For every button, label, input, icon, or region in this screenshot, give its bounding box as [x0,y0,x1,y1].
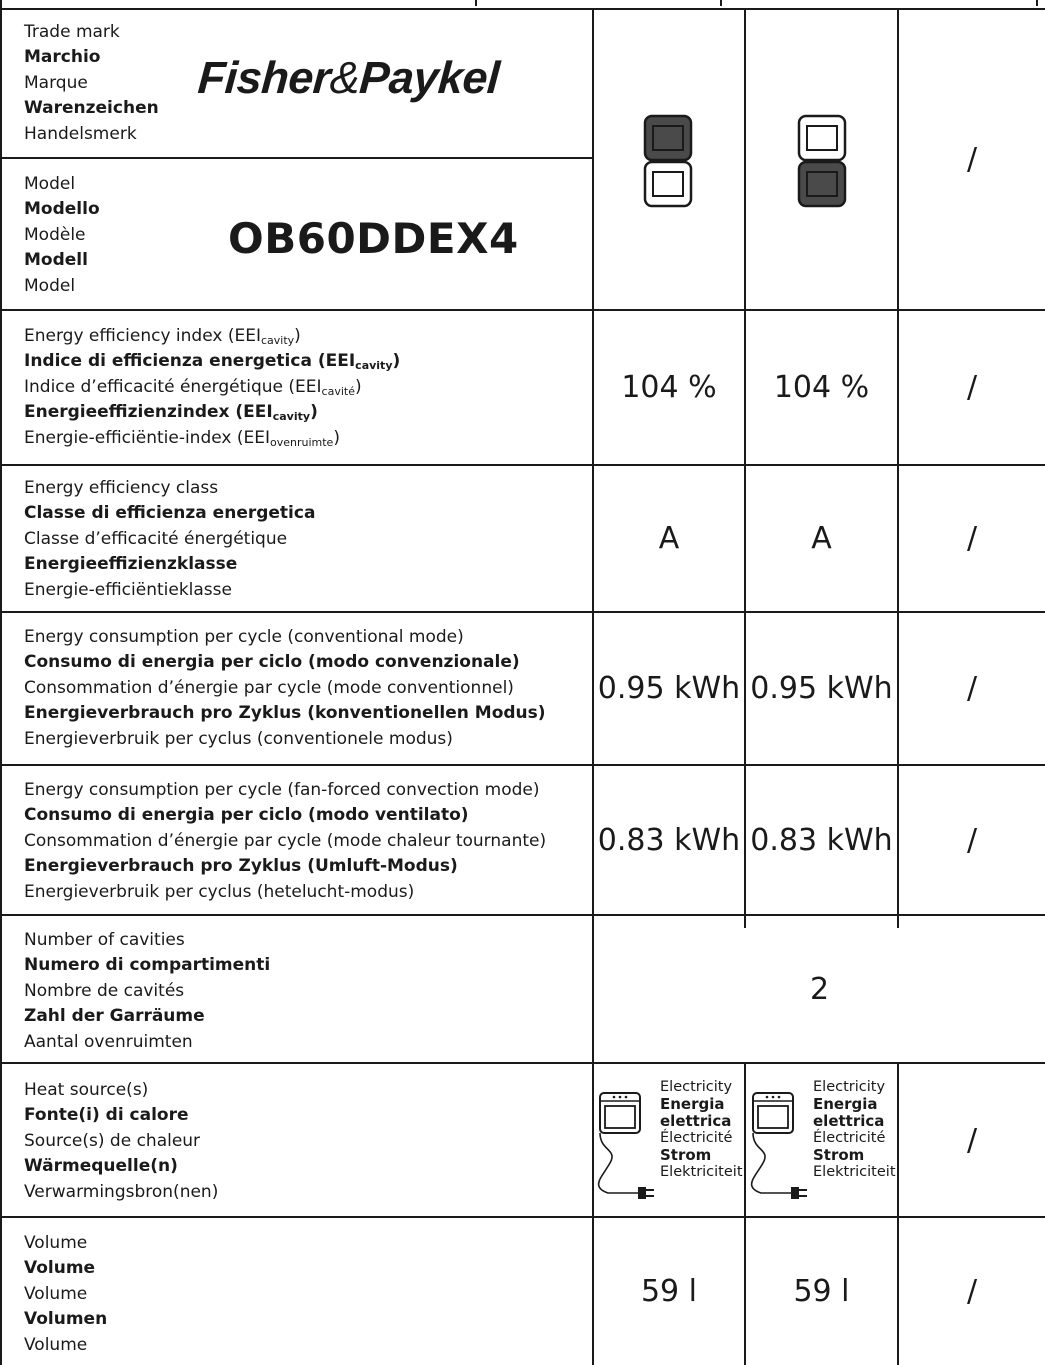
conventional-label-nl: Energieverbruik per cyclus (conventionele modus) [24,728,453,749]
conventional-label-fr: Consommation d’énergie par cycle (mode conventionnel) [24,677,514,698]
class-label-de: Energieeffizienzklasse [24,554,238,575]
trade-mark-label-fr: Marque [24,72,88,93]
cavities-label-fr: Nombre de cavités [24,980,185,1001]
heat-text-col2 [813,1079,896,1181]
oven-col3-value: / [966,142,978,177]
class-value-col1: A [658,521,680,556]
eei-label-fr: Indice d’efficacité énergétique $(EEI_{cavité})$ [24,376,362,398]
heat-label-it: Fonte(i) di calore [24,1105,189,1126]
top-tick-1 [475,0,477,6]
class-label-nl: Energie-efficiëntieklasse [24,579,232,600]
brand-name-second: Paykel [357,52,502,103]
class-label-fr: Classe d’efficacité énergétique [24,528,288,549]
model-label-fr: Modèle [24,224,86,245]
trade-mark-label-de: Warenzeichen [24,98,159,119]
stacked-oven-upper-cavity-icon [643,114,693,208]
volume-label-en: Volume [24,1233,88,1253]
volume-labels [24,1231,107,1358]
trade-mark-label-it: Marchio [24,47,101,68]
heat-source-cell-col1 [594,1077,745,1209]
model-number: OB60DDEX4 [228,214,519,263]
model-label-de: Modell [24,250,88,271]
electric-oven-plug-icon [749,1091,811,1207]
model-label-it: Modello [24,199,100,220]
eei-label-en: Energy efficiency index $(EEI_{cavity})$ [24,326,301,347]
trade-mark-label-en: Trade mark [24,22,120,42]
conventional-value-col1: 0.95 kWh [597,671,741,706]
fan-label-en: Energy consumption per cycle (fan-forced convection mode) [24,780,540,800]
model-labels [24,172,100,299]
class-value-col2: A [811,521,832,556]
heat-text-fr: Électricité [813,1130,886,1146]
heat-label-de: Wärmequelle(n) [24,1156,178,1177]
conventional-value-col3: / [966,671,978,706]
volume-label-it: Volume [24,1258,96,1279]
heat-text-nl: Elektriciteit [660,1164,743,1180]
trade-mark-labels [24,20,159,147]
conventional-label-en: Energy consumption per cycle (conventional mode) [24,627,464,647]
conventional-label-de: Energieverbrauch pro Zyklus (konventionellen Modus) [24,703,546,724]
top-tick-2 [720,0,722,6]
row-line-top [0,8,1045,10]
volume-value-col2: 59 l [793,1274,850,1309]
heat-text-it-1: Energia [660,1095,725,1113]
heat-value-col3: / [966,1122,978,1158]
eei-value-col2: 104 % [773,370,870,405]
model-label-en: Model [24,174,76,194]
eei-value-col3: / [966,370,978,405]
row-line-heat [0,1062,1045,1064]
heat-label-fr: Source(s) de chaleur [24,1130,201,1151]
class-labels [24,476,315,603]
fan-label-fr: Consommation d’énergie par cycle (mode chaleur tournante) [24,830,547,851]
conventional-labels [24,625,546,752]
cavities-label-nl: Aantal ovenruimten [24,1031,193,1052]
eei-labels [24,324,400,451]
class-label-it: Classe di efficienza energetica [24,503,316,524]
heat-labels [24,1078,218,1205]
heat-text-de: Strom [660,1146,712,1164]
trade-mark-label-nl: Handelsmerk [24,123,137,144]
heat-text-de: Strom [813,1146,865,1164]
volume-label-fr: Volume [24,1283,88,1304]
conventional-value-col2: 0.95 kWh [750,671,893,706]
eei-label-nl: Energie-efficiëntie-index $(EEI_{ovenruimte})$ [24,427,340,449]
electric-oven-plug-icon [596,1091,658,1207]
eei-label-de: Energieeffizienzindex $(EEI_{cavity})$ [24,402,318,424]
fan-label-de: Energieverbrauch pro Zyklus (Umluft-Modus) [24,856,458,877]
cavities-label-en: Number of cavities [24,930,185,950]
fan-labels [24,778,546,905]
table-border-left [0,0,2,1365]
heat-text-it-1: Energia [813,1095,878,1113]
fan-value-col2: 0.83 kWh [750,822,893,858]
brand-logo [196,52,501,104]
cavities-labels [24,928,270,1055]
conventional-label-it: Consumo di energia per ciclo (modo convenzionale) [24,652,520,673]
heat-source-cell-col2 [747,1077,898,1209]
heat-text-en: Electricity [660,1079,733,1095]
class-label-en: Energy efficiency class [24,478,219,498]
volume-label-nl: Volume [24,1334,88,1355]
stacked-oven-lower-cavity-icon [797,114,847,208]
heat-text-en: Electricity [813,1079,886,1095]
heat-text-nl: Elektriciteit [813,1164,896,1180]
brand-ampersand: & [328,52,362,103]
class-value-col3: / [966,521,978,556]
heat-text-it-2: elettrica [813,1112,885,1130]
fan-label-nl: Energieverbruik per cyclus (hetelucht-modus) [24,881,415,902]
cavities-label-it: Numero di compartimenti [24,955,271,976]
heat-label-nl: Verwarmingsbron(nen) [24,1181,219,1202]
heat-text-fr: Électricité [660,1130,733,1146]
heat-text-col1 [660,1079,743,1181]
eei-value-col1: 104 % [621,370,717,405]
fan-value-col1: 0.83 kWh [597,822,741,858]
volume-value-col1: 59 l [640,1274,698,1309]
row-line-brand-model [0,157,593,159]
heat-text-it-2: elettrica [660,1112,732,1130]
heat-label-en: Heat source(s) [24,1080,149,1100]
brand-name-first: Fisher [196,52,332,103]
eei-label-it: Indice di efficienza energetica $(EEI_{cavity})$ [24,351,401,373]
top-tick-3 [1036,0,1038,6]
fan-label-it: Consumo di energia per ciclo (modo ventilato) [24,805,469,826]
fan-value-col3: / [966,822,978,858]
model-label-nl: Model [24,275,76,296]
cavities-value: 2 [809,971,830,1007]
cavities-label-de: Zahl der Garräume [24,1006,205,1027]
volume-value-col3: / [966,1274,978,1309]
volume-label-de: Volumen [24,1309,108,1330]
